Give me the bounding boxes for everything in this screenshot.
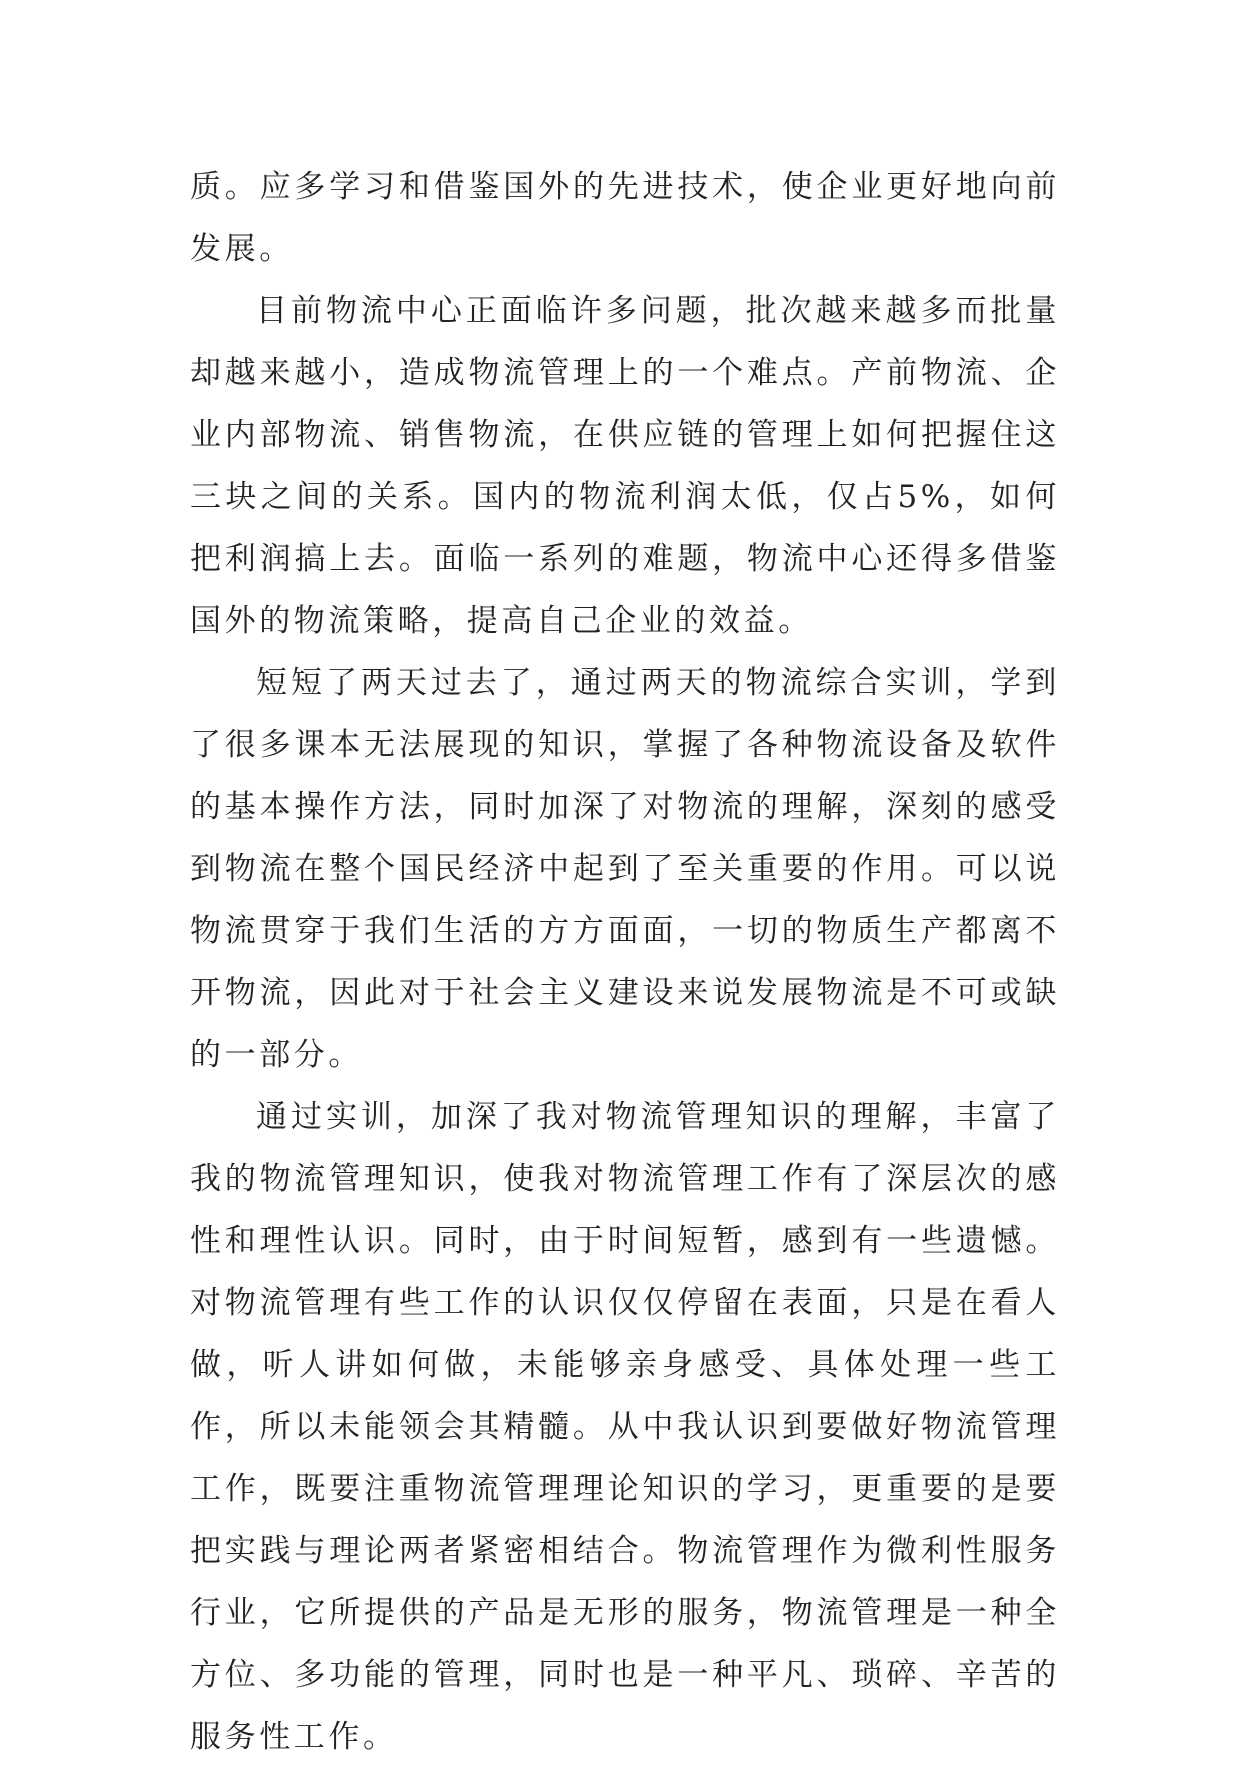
paragraph-continuation: 质。应多学习和借鉴国外的先进技术，使企业更好地向前发展。	[190, 169, 1060, 267]
document-body	[190, 156, 1060, 1768]
paragraph-reflection: 通过实训，加深了我对物流管理知识的理解，丰富了我的物流管理知识，使我对物流管理工作有了深层次的感性和理性认识。同时，由于时间短暂，感到有一些遗憾。对物流管理有些工作的认识仅仅停留在表面，只是在看人做，听人讲如何做，未能够亲身感受、具体处理一些工作，所以未能领会其精髓。从中我认识到要做好物流管理工作，既要注重物流管理理论知识的学习，更重要的是要把实践与理论两者紧密相结合。物流管理作为微利性服务行业，它所提供的产品是无形的服务，物流管理是一种全方位、多功能的管理，同时也是一种平凡、琐碎、辛苦的服务性工作。	[190, 1099, 1060, 1755]
paragraph-logistics-problems: 目前物流中心正面临许多问题，批次越来越多而批量却越来越小，造成物流管理上的一个难点。产前物流、企业内部物流、销售物流，在供应链的管理上如何把握住这三块之间的关系。国内的物流利润太低，仅占5%，如何把利润搞上去。面临一系列的难题，物流中心还得多借鉴国外的物流策略，提高自己企业的效益。	[190, 293, 1060, 639]
paragraph-training-summary: 短短了两天过去了，通过两天的物流综合实训，学到了很多课本无法展现的知识，掌握了各种物流设备及软件的基本操作方法，同时加深了对物流的理解，深刻的感受到物流在整个国民经济中起到了至关重要的作用。可以说物流贯穿于我们生活的方方面面，一切的物质生产都离不开物流，因此对于社会主义建设来说发展物流是不可或缺的一部分。	[190, 665, 1060, 1073]
